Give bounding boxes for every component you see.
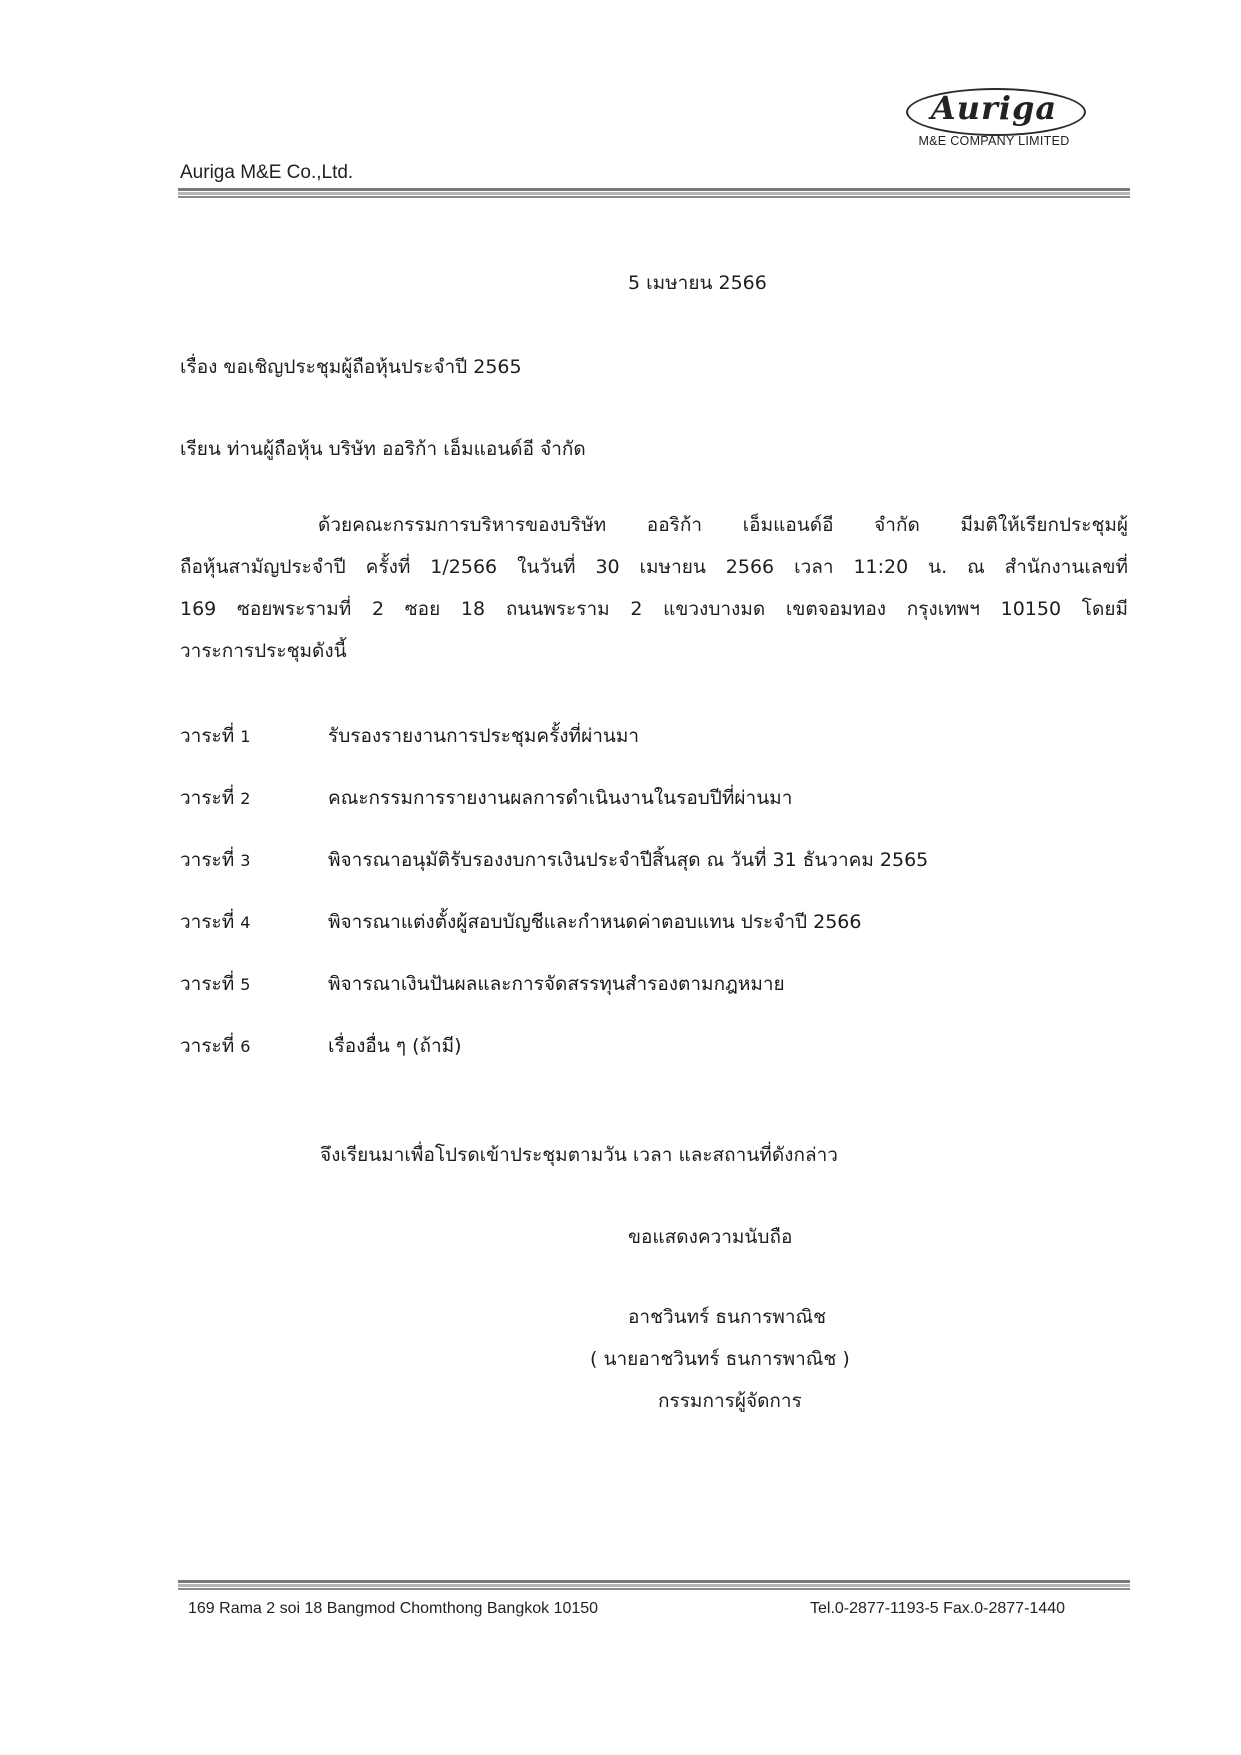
letter-subject: เรื่อง ขอเชิญประชุมผู้ถือหุ้นประจำปี 2565 — [180, 356, 522, 378]
closing-line: จึงเรียนมาเพื่อโปรดเข้าประชุมตามวัน เวลา และสถานที่ดังกล่าว — [320, 1144, 838, 1166]
body-line: วาระการประชุมดังนี้ — [180, 640, 347, 662]
letter-addressee: เรียน ท่านผู้ถือหุ้น บริษัท ออริก้า เอ็มแอนด์อี จำกัด — [180, 438, 586, 460]
agenda-label: วาระที่ 6 — [180, 1035, 251, 1057]
agenda-item-text: รับรองรายงานการประชุมครั้งที่ผ่านมา — [328, 725, 640, 747]
letter-date: 5 เมษายน 2566 — [628, 272, 767, 294]
agenda-label: วาระที่ 5 — [180, 973, 251, 995]
agenda-item-text: เรื่องอื่น ๆ (ถ้ามี) — [328, 1035, 462, 1057]
body-line: ด้วยคณะกรรมการบริหารของบริษัท ออริก้า เอ็มแอนด์อี จำกัด มีมติให้เรียกประชุมผู้ — [318, 514, 1128, 536]
signatory-full-name: ( นายอาชวินทร์ ธนการพาณิช ) — [590, 1348, 850, 1370]
regards: ขอแสดงความนับถือ — [628, 1226, 793, 1248]
footer-divider — [178, 1580, 1130, 1590]
body-line: 169 ซอยพระรามที่ 2 ซอย 18 ถนนพระราม 2 แขวงบางมด เขตจอมทอง กรุงเทพฯ 10150 โดยมี — [180, 598, 1128, 620]
logo-subtitle: M&E COMPANY LIMITED — [918, 134, 1070, 148]
agenda-label: วาระที่ 2 — [180, 787, 251, 809]
company-logo — [902, 86, 1088, 152]
signatory-title: กรรมการผู้จัดการ — [658, 1390, 802, 1412]
agenda-item-text: พิจารณาเงินปันผลและการจัดสรรทุนสำรองตามกฎหมาย — [328, 973, 785, 995]
header-divider — [178, 188, 1130, 198]
body-line: ถือหุ้นสามัญประจำปี ครั้งที่ 1/2566 ในวันที่ 30 เมษายน 2566 เวลา 11:20 น. ณ สำนักงานเลขที่ — [180, 556, 1128, 578]
letter-body — [180, 504, 1128, 672]
agenda-item-text: คณะกรรมการรายงานผลการดำเนินงานในรอบปีที่ผ่านมา — [328, 787, 793, 809]
footer-address: 169 Rama 2 soi 18 Bangmod Chomthong Bangkok 10150 — [188, 1600, 599, 1617]
footer-contact: Tel.0-2877-1193-5 Fax.0-2877-1440 — [810, 1600, 1065, 1617]
signatory-name: อาชวินทร์ ธนการพาณิช — [628, 1306, 827, 1328]
company-name: Auriga M&E Co.,Ltd. — [180, 162, 354, 183]
agenda-label: วาระที่ 1 — [180, 725, 251, 747]
agenda-label: วาระที่ 4 — [180, 911, 251, 933]
agenda-item-text: พิจารณาอนุมัติรับรองงบการเงินประจำปีสิ้นสุด ณ วันที่ 31 ธันวาคม 2565 — [328, 849, 929, 871]
logo-brand: Auriga — [930, 89, 1058, 127]
agenda-label: วาระที่ 3 — [180, 849, 251, 871]
agenda-item-text: พิจารณาแต่งตั้งผู้สอบบัญชีและกำหนดค่าตอบแทน ประจำปี 2566 — [328, 911, 862, 933]
